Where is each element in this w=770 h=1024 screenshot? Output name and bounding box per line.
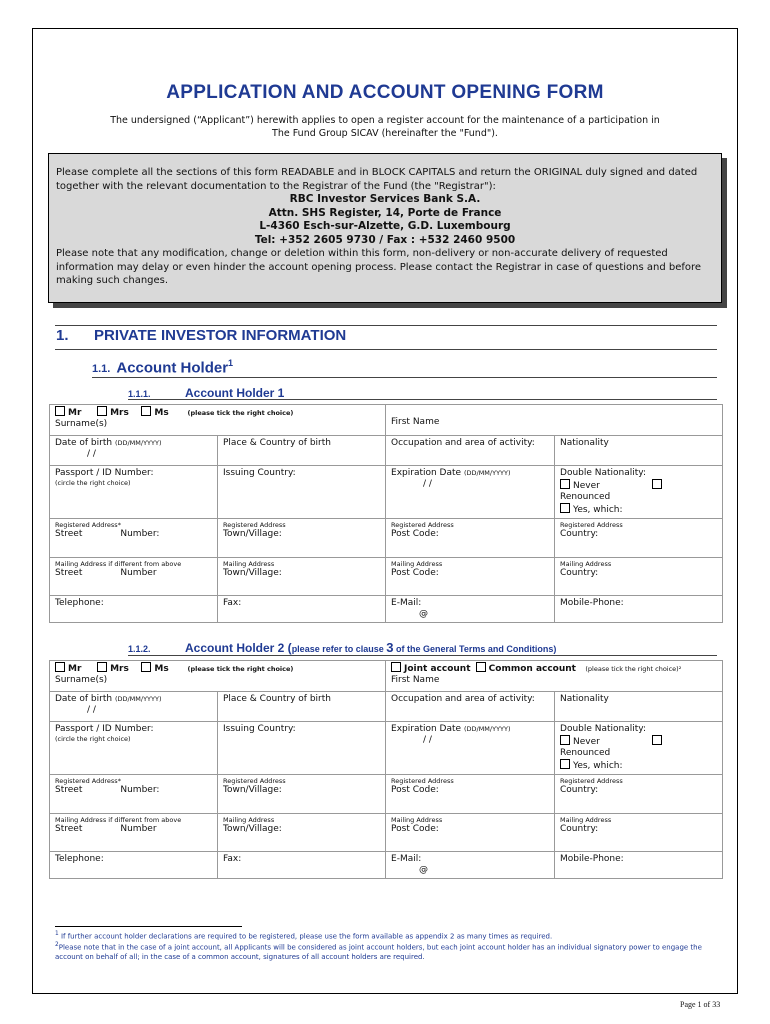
contact-row <box>50 852 723 879</box>
mobile-label[interactable]: Mobile-Phone: <box>555 852 723 879</box>
ms-checkbox[interactable] <box>141 662 151 672</box>
passport-hint: (circle the right choice) <box>55 479 131 487</box>
surname-label[interactable]: Surname(s) <box>55 419 108 429</box>
contact-row <box>50 596 723 623</box>
section-rule-bottom <box>55 349 717 350</box>
dob-slashes: / / <box>87 705 96 715</box>
intro-text <box>40 114 730 140</box>
footnote-2-marker: 2 <box>55 942 59 949</box>
renounced-checkbox[interactable] <box>652 479 662 489</box>
passport-cell[interactable] <box>50 722 218 775</box>
footnote-1 <box>55 930 715 941</box>
country-label: Country: <box>560 824 599 834</box>
mailing-country-cell[interactable] <box>555 558 723 596</box>
town-label: Town/Village: <box>223 824 282 834</box>
holder-2-clause-suffix: of the General Terms and Conditions) <box>393 644 557 654</box>
renounced-checkbox[interactable] <box>652 735 662 745</box>
street-label: Street <box>55 785 83 795</box>
country-label: Country: <box>560 568 599 578</box>
mr-checkbox[interactable] <box>55 406 65 416</box>
double-nationality-label: Double Nationality: <box>560 468 647 478</box>
footnote-1-text: If further account holder declarations are required to be registered, please use the form available as appendix 2 as many times as required. <box>60 932 553 941</box>
section-1-title: PRIVATE INVESTOR INFORMATION <box>94 327 347 344</box>
town-label: Town/Village: <box>223 568 282 578</box>
registrar-phone: Tel: +352 2605 9730 / Fax : +532 2460 9500 <box>254 233 516 246</box>
ms-label: Ms <box>154 664 169 674</box>
footnote-1-marker: 1 <box>55 931 59 937</box>
occupation-label[interactable]: Occupation and area of activity: <box>386 692 555 722</box>
surname-label[interactable]: Surname(s) <box>55 675 108 685</box>
section-1-1-rule <box>92 377 717 378</box>
registered-address-label: Registered Address <box>391 521 454 529</box>
issuing-country-label[interactable]: Issuing Country: <box>218 722 386 775</box>
registered-address-label: Registered Address <box>560 521 623 529</box>
tick-hint: (please tick the right choice) <box>187 665 294 673</box>
first-name-label[interactable]: First Name <box>386 405 723 436</box>
email-label: E-Mail: <box>391 598 422 608</box>
registered-address-label: Registered Address <box>391 777 454 785</box>
holder-1-table <box>49 404 723 623</box>
instructions-paragraph-2: Please note that any modification, change or deletion within this form, non-delivery or non-accurate delivery of requested information may delay or even hinder the account opening process. Please contact the Registrar in case of questions and before making such changes. <box>56 248 702 286</box>
footnote-separator <box>55 926 242 927</box>
country-cell[interactable] <box>555 519 723 558</box>
postcode-cell[interactable] <box>386 519 555 558</box>
dob-format: (DD/MM/YYYY) <box>114 695 162 703</box>
expiration-format: (DD/MM/YYYY) <box>463 725 511 733</box>
postcode-label: Post Code: <box>391 824 439 834</box>
issuing-country-label[interactable]: Issuing Country: <box>218 466 386 519</box>
registered-address-row <box>50 775 723 814</box>
holder-2-rule <box>128 655 717 656</box>
yes-checkbox[interactable] <box>560 759 570 769</box>
country-label: Country: <box>560 785 599 795</box>
town-label: Town/Village: <box>223 529 282 539</box>
mailing-address-label: Mailing Address if different from above <box>55 560 182 568</box>
yes-which-label: Yes, which: <box>573 761 623 771</box>
intro-line-1: The undersigned (“Applicant”) herewith applies to open a register account for the maintenance of a participation in <box>110 115 660 126</box>
yes-checkbox[interactable] <box>560 503 570 513</box>
expiration-cell[interactable] <box>386 722 555 775</box>
registered-address-row <box>50 519 723 558</box>
registered-address-label: Registered Address <box>560 777 623 785</box>
mailing-country-cell[interactable] <box>555 814 723 852</box>
common-account-checkbox[interactable] <box>476 662 486 672</box>
holder-2-clause-number: 3 <box>386 640 394 655</box>
number-label: Number <box>120 568 157 578</box>
mailing-town-cell[interactable] <box>218 814 386 852</box>
street-label: Street <box>55 529 83 539</box>
expiration-label: Expiration Date <box>391 724 462 734</box>
mailing-town-cell[interactable] <box>218 558 386 596</box>
registrar-attn: Attn. SHS Register, 14, Porte de France <box>268 206 502 219</box>
holder-1-rule <box>128 399 717 400</box>
page-number: Page 1 of 33 <box>680 1000 721 1009</box>
footnote-2-text: Please note that in the case of a joint account, all Applicants will be considered as joint account holders, but each joint account holder has an individual signatory power to engage the account on behalf of all; in the case of a common account, signatures of all account holders are required. <box>55 943 702 961</box>
holder-2-table <box>49 660 723 879</box>
town-cell[interactable] <box>218 775 386 814</box>
dob-slashes: / / <box>87 449 96 459</box>
passport-row <box>50 466 723 519</box>
mailing-address-label: Mailing Address if different from above <box>55 816 182 824</box>
footnotes <box>55 930 715 962</box>
expiration-format: (DD/MM/YYYY) <box>463 469 511 477</box>
mrs-label: Mrs <box>110 408 129 418</box>
registrar-city: L-4360 Esch-sur-Alzette, G.D. Luxembourg <box>259 220 511 232</box>
at-sign: @ <box>419 609 429 619</box>
nationality-label[interactable]: Nationality <box>555 436 723 466</box>
passport-cell[interactable] <box>50 466 218 519</box>
never-checkbox[interactable] <box>560 479 570 489</box>
street-label: Street <box>55 568 83 578</box>
mailing-address-row <box>50 814 723 852</box>
mrs-checkbox[interactable] <box>97 406 107 416</box>
intro-line-2: The Fund Group SICAV (hereinafter the "Fund"). <box>272 128 498 139</box>
section-rule-top <box>55 325 717 326</box>
nationality-label[interactable]: Nationality <box>555 692 723 722</box>
joint-account-label: Joint account <box>404 664 471 674</box>
birth-row <box>50 436 723 466</box>
common-account-label: Common account <box>488 664 576 674</box>
postcode-label: Post Code: <box>391 785 439 795</box>
footnote-2 <box>55 941 715 961</box>
holder-2-number: 1.1.2. <box>128 644 151 654</box>
passport-label: Passport / ID Number: <box>55 468 154 478</box>
mailing-address-label: Mailing Address <box>391 816 443 824</box>
ms-checkbox[interactable] <box>141 406 151 416</box>
mailing-street-cell[interactable] <box>50 558 218 596</box>
telephone-label[interactable]: Telephone: <box>50 852 218 879</box>
postcode-cell[interactable] <box>386 775 555 814</box>
renounced-label: Renounced <box>560 748 611 758</box>
street-cell[interactable] <box>50 519 218 558</box>
country-cell[interactable] <box>555 775 723 814</box>
mailing-address-row <box>50 558 723 596</box>
at-sign: @ <box>419 865 429 875</box>
double-nationality-cell <box>555 466 723 519</box>
expiration-cell[interactable] <box>386 466 555 519</box>
registered-address-label: Registered Address* <box>55 777 121 785</box>
passport-row <box>50 722 723 775</box>
holder-1-number: 1.1.1. <box>128 389 151 399</box>
town-cell[interactable] <box>218 519 386 558</box>
registered-address-label: Registered Address <box>223 777 286 785</box>
section-1-number: 1. <box>56 327 69 344</box>
number-label: Number <box>120 824 157 834</box>
number-label: Number: <box>120 529 160 539</box>
registered-address-label: Registered Address <box>223 521 286 529</box>
tick-hint-2: (please tick the right choice)² <box>585 665 682 673</box>
mailing-street-cell[interactable] <box>50 814 218 852</box>
occupation-label[interactable]: Occupation and area of activity: <box>386 436 555 466</box>
holder-2-title: Account Holder 2 ( <box>185 641 292 655</box>
number-label: Number: <box>120 785 160 795</box>
dob-cell[interactable] <box>50 692 218 722</box>
instructions-box <box>48 153 722 303</box>
registrar-name: RBC Investor Services Bank S.A. <box>289 193 481 205</box>
first-name-label[interactable]: First Name <box>391 675 440 685</box>
never-checkbox[interactable] <box>560 735 570 745</box>
title-row <box>50 405 723 436</box>
ms-label: Ms <box>154 408 169 418</box>
form-title: APPLICATION AND ACCOUNT OPENING FORM <box>166 82 604 103</box>
mailing-postcode-cell[interactable] <box>386 814 555 852</box>
fax-label[interactable]: Fax: <box>218 596 386 623</box>
mr-label: Mr <box>68 408 82 418</box>
email-cell[interactable] <box>386 596 555 623</box>
mrs-checkbox[interactable] <box>97 662 107 672</box>
telephone-label[interactable]: Telephone: <box>50 596 218 623</box>
dob-label: Date of birth <box>55 694 113 704</box>
dob-cell[interactable] <box>50 436 218 466</box>
never-label: Never <box>573 481 600 491</box>
double-nationality-cell <box>555 722 723 775</box>
section-1-heading <box>56 327 346 344</box>
mrs-label: Mrs <box>110 664 129 674</box>
passport-hint: (circle the right choice) <box>55 735 131 743</box>
double-nationality-label: Double Nationality: <box>560 724 647 734</box>
section-1-1-number: 1.1. <box>92 363 111 376</box>
section-1-1-title: Account Holder <box>116 359 229 377</box>
place-of-birth-label[interactable]: Place & Country of birth <box>218 692 386 722</box>
mr-label: Mr <box>68 664 82 674</box>
mailing-address-label: Mailing Address <box>560 816 612 824</box>
renounced-label: Renounced <box>560 492 611 502</box>
title-cell <box>50 661 386 692</box>
holder-1-title: Account Holder 1 <box>185 386 285 400</box>
place-of-birth-label[interactable]: Place & Country of birth <box>218 436 386 466</box>
expiration-slashes: / / <box>423 479 432 489</box>
mailing-address-label: Mailing Address <box>223 560 275 568</box>
registered-address-label: Registered Address* <box>55 521 121 529</box>
email-cell[interactable] <box>386 852 555 879</box>
tick-hint: (please tick the right choice) <box>187 409 294 417</box>
email-label: E-Mail: <box>391 854 422 864</box>
mr-checkbox[interactable] <box>55 662 65 672</box>
account-type-cell <box>386 661 723 692</box>
title-cell <box>50 405 386 436</box>
mailing-address-label: Mailing Address <box>391 560 443 568</box>
expiration-label: Expiration Date <box>391 468 462 478</box>
country-label: Country: <box>560 529 599 539</box>
yes-which-label: Yes, which: <box>573 505 623 515</box>
section-1-1-heading <box>92 358 233 377</box>
expiration-slashes: / / <box>423 735 432 745</box>
birth-row <box>50 692 723 722</box>
never-label: Never <box>573 737 600 747</box>
passport-label: Passport / ID Number: <box>55 724 154 734</box>
town-label: Town/Village: <box>223 785 282 795</box>
holder-2-clause-text: please refer to clause <box>291 644 387 654</box>
mailing-postcode-cell[interactable] <box>386 558 555 596</box>
fax-label[interactable]: Fax: <box>218 852 386 879</box>
postcode-label: Post Code: <box>391 529 439 539</box>
mailing-address-label: Mailing Address <box>223 816 275 824</box>
street-cell[interactable] <box>50 775 218 814</box>
street-label: Street <box>55 824 83 834</box>
joint-account-checkbox[interactable] <box>391 662 401 672</box>
mobile-label[interactable]: Mobile-Phone: <box>555 596 723 623</box>
footnote-ref-1: 1 <box>228 358 234 368</box>
dob-label: Date of birth <box>55 438 113 448</box>
title-row <box>50 661 723 692</box>
mailing-address-label: Mailing Address <box>560 560 612 568</box>
postcode-label: Post Code: <box>391 568 439 578</box>
dob-format: (DD/MM/YYYY) <box>114 439 162 447</box>
instructions-paragraph-1: Please complete all the sections of this form READABLE and in BLOCK CAPITALS and return the ORIGINAL duly signed and dated together with the relevant documentation to the Registrar of the Fund (the "Registrar"): <box>56 167 698 192</box>
